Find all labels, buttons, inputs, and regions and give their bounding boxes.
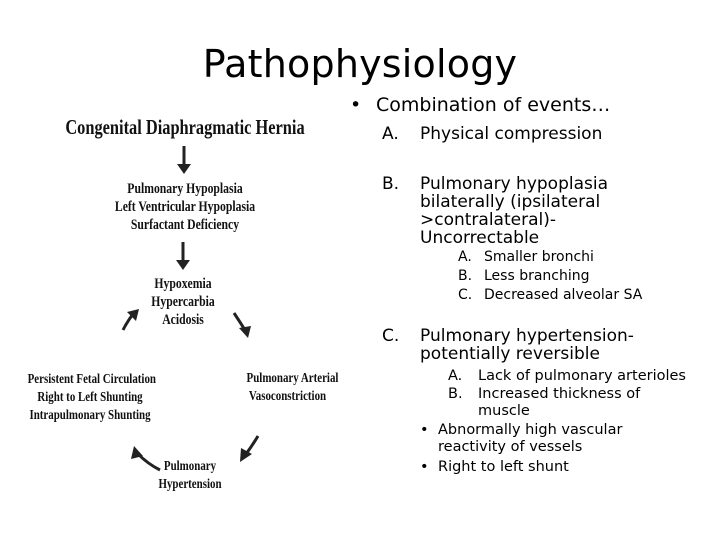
bullet-line: potentially reversible: [420, 344, 600, 364]
diagram-line: Pulmonary Hypoplasia: [127, 181, 243, 197]
bullet-line: >contralateral)-: [420, 210, 556, 230]
bullet-c: C. Pulmonary hypertension- potentially reversible: [382, 326, 634, 364]
bullet-line: Pulmonary hypertension-: [420, 326, 634, 346]
bullet-a: A. Physical compression: [382, 124, 603, 144]
bullet-c-sub-a: A. Lack of pulmonary arterioles: [448, 368, 686, 384]
bullet-line: Uncorrectable: [420, 228, 540, 248]
bullet-c-sub-dot1: • Abnormally high vascular reactivity of vessels: [420, 422, 623, 455]
bullet-b-sub-b: B. Less branching: [458, 268, 590, 284]
diagram-label-vasoconstriction: [246, 370, 339, 406]
bullet-line: bilaterally (ipsilateral: [420, 192, 601, 212]
bullet-main: • Combination of events…: [350, 94, 611, 116]
bullet-line: reactivity of vessels: [438, 439, 583, 455]
diagram-line: Left Ventricular Hypoplasia: [114, 199, 256, 215]
bullet-b-sub-a: A. Smaller bronchi: [458, 249, 594, 265]
bullet-line: muscle: [478, 403, 530, 419]
pathophysiology-flow-diagram: [10, 108, 340, 503]
diagram-line: Right to Left Shunting: [37, 390, 143, 405]
bullet-line: Abnormally high vascular: [438, 422, 623, 438]
cycle-arrow-icon: [240, 436, 258, 462]
slide-title: Pathophysiology: [202, 42, 518, 86]
bullet-line: Increased thickness of: [478, 386, 641, 402]
diagram-line: Hypercarbia: [151, 294, 215, 310]
diagram-label-hypoplasia: [95, 180, 274, 234]
diagram-line: Vasoconstriction: [248, 389, 327, 404]
diagram-line: Hypoxemia: [154, 276, 212, 292]
bullet-line: Pulmonary hypoplasia: [420, 174, 609, 194]
diagram-label-fetal-circulation: [27, 371, 156, 425]
diagram-label-hypoxemia: [136, 275, 230, 329]
down-arrow-icon: [177, 146, 191, 174]
bullet-b: B. Pulmonary hypoplasia bilaterally (ipsilateral >contralateral)- Uncorrectable: [382, 174, 609, 248]
diagram-line: Persistent Fetal Circulation: [27, 372, 156, 387]
bullet-c-sub-b: B. Increased thickness of muscle: [448, 386, 641, 419]
diagram-label-cdh: Congenital Diaphragmatic Hernia: [65, 115, 305, 139]
diagram-label-hypertension: [155, 458, 225, 494]
down-arrow-icon: [176, 242, 190, 270]
bullet-b-sub-c: C. Decreased alveolar SA: [458, 287, 643, 303]
diagram-line: Acidosis: [162, 312, 204, 328]
diagram-line: Intrapulmonary Shunting: [29, 408, 151, 423]
bullet-c-sub-dot2: • Right to left shunt: [420, 459, 569, 475]
cycle-arrow-icon: [234, 313, 251, 338]
diagram-line: Surfactant Deficiency: [130, 217, 240, 233]
diagram-line: Pulmonary Arterial: [246, 371, 339, 386]
diagram-line: Hypertension: [158, 477, 222, 492]
diagram-line: Pulmonary: [163, 459, 217, 474]
